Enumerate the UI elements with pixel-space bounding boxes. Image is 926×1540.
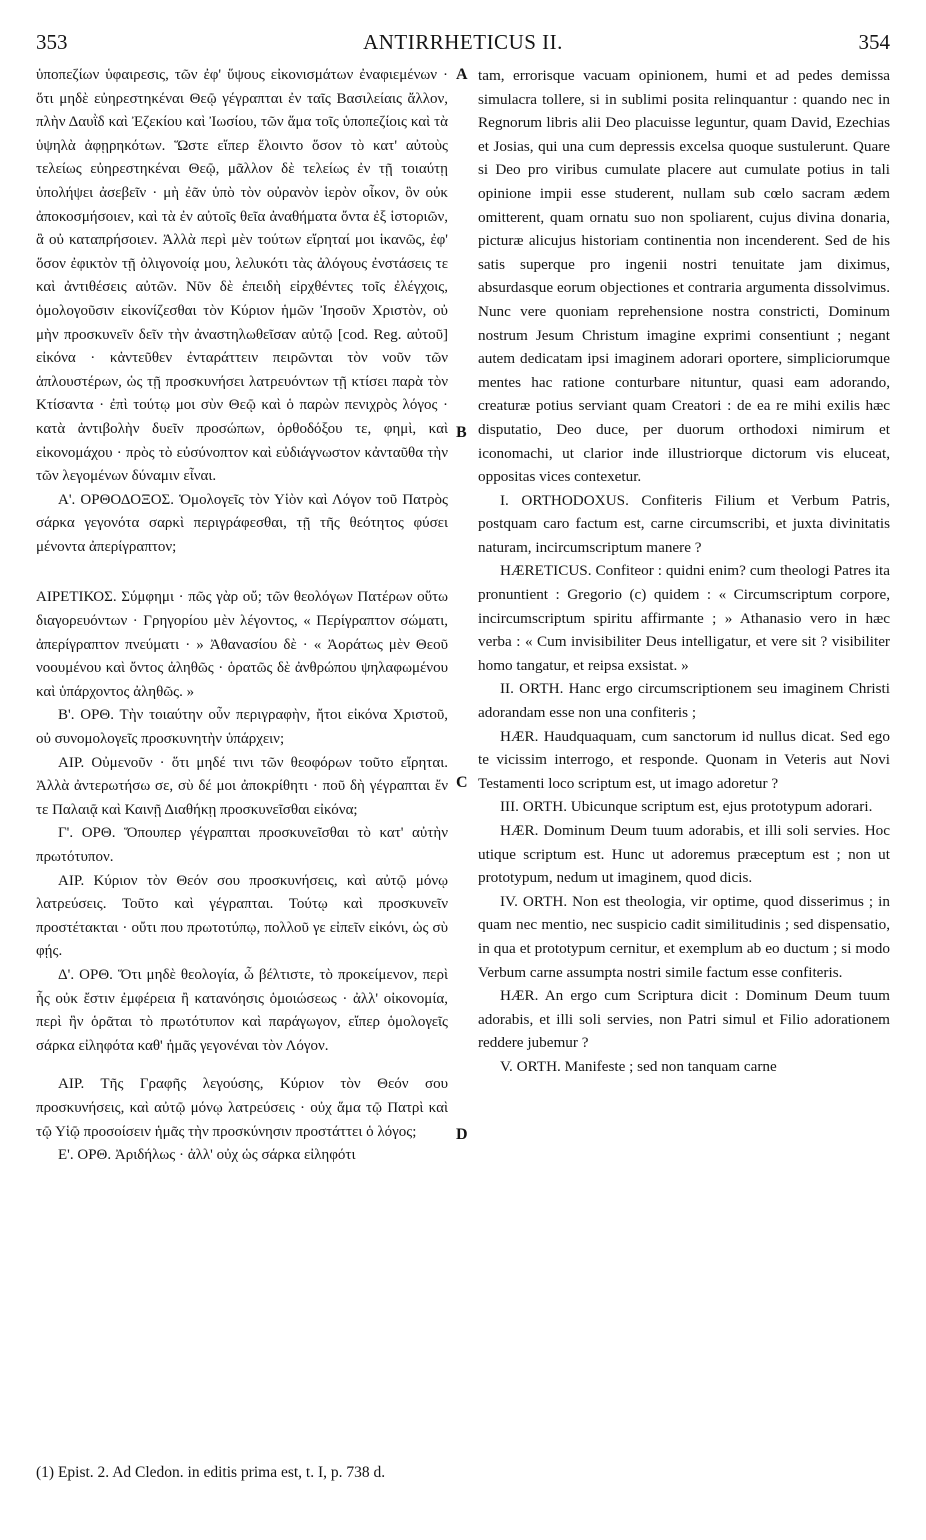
footnote: (1) Epist. 2. Ad Cledon. in editis prima est, t. I, p. 738 d. <box>36 1464 386 1481</box>
latin-paragraph: V. ORTH. Manifeste ; sed non tanquam carne <box>500 1057 777 1075</box>
latin-paragraph: III. ORTH. Ubicunque scriptum est, ejus prototypum adorari. <box>500 798 873 816</box>
greek-paragraph: Α'. ΟΡΘΟΔΟΞΟΣ. Ὁμολογεῖς τὸν Υἱὸν καὶ Λόγον τοῦ Πατρὸς σάρκα γεγονότα σαρκὶ περιγράφεσθαι, τῇ τῆς θεότητος φύσει μένοντα ἀπερίγραπτον; <box>36 491 448 555</box>
latin-column <box>478 64 890 1079</box>
margin-marker-b: B <box>456 424 467 441</box>
greek-paragraph: Β'. ΟΡΘ. Τὴν τοιαύτην οὖν περιγραφὴν, ἤτοι εἰκόνα Χριστοῦ, οὐ συνομολογεῖς προσκυνητὴν ὑπάρχειν; <box>36 707 448 748</box>
margin-marker-a: A <box>456 66 468 83</box>
greek-paragraph: ΑΙΡ. Τῆς Γραφῆς λεγούσης, Κύριον τὸν Θεόν σου προσκυνήσεις, καὶ αὐτῷ μόνῳ λατρεύσεις · οὐχ ἅμα τῷ Πατρὶ καὶ τῷ Υἱῷ προσοίσειν ἡμᾶς τὴν προσκύνησιν προστάττει ὁ λόγος; <box>36 1076 448 1140</box>
latin-paragraph: I. ORTHODOXUS. Confiteris Filium et Verbum Patris, postquam caro factum est, carne circumscribi, et juxta divinitatis naturam, incircumscriptum manere ? <box>478 491 890 556</box>
latin-paragraph: HÆR. Dominum Deum tuum adorabis, et illi soli servies. Hoc utique scriptum est. Hunc ut adoremus præceptum est ; non ut prototypum, nedum ut imaginem, quod dicis. <box>478 822 890 887</box>
latin-paragraph: IV. ORTH. Non est theologia, vir optime, quod disserimus ; in quam nec mentio, nec suspicio cadit similitudinis ; sed dispensatio, in qua et prototypum cernitur, et exemplum ab eo ductum ; si modo Verbum carne assumpta nostri simile factum esse confiteris. <box>478 892 890 981</box>
page-header <box>36 30 890 60</box>
latin-paragraph: tam, errorisque vacuam opinionem, humi et ad pedes demissa simulacra tollere, si in sublimi posita relinquantur : quando nec in Regnorum libris alii Deo placuisse leguntur, quam David, Ezechias et Josias, qui una cum depressis excelsa quoque sustulerunt. Quare si Deo pro viribus cumulate placere aut cumulate potius in tali opinione impii esse studerent, nullam sub cœlo sacram ædem omitterent, quam ornatu suo non spoliarent, cujus divina donaria, picturæ alicujus historiam continentia non incenderent. Sed de his satis superque pro ingenii nostri tenuitate jam diximus, absurdasque eorum objectiones et contraria argumenta dissolvimus. Nunc vere quoniam reprehensione nostra constricti, Dominum nostrum Jesum Christum imagine exprimi consentiunt ; negant autem dedicatam ipsi imaginem adorari oportere, simpliciorumque mentes hac ratione conturbare nituntur, quasi eam adorando, creaturæ potius serviant quam Creatori : de ea re mihi exilis hæc disputatio, Deo duce, per duorum orthodoxi nimirum et iconomachi, ut clarior inde illustriorque dictorum vis eluceat, oppositas vices contexetur. <box>478 67 890 486</box>
latin-paragraph: HÆR. Haudquaquam, cum sanctorum id nullus dicat. Sed ego te vicissim interrogo, et responde. Quonam in Veteris aut Novi Testamenti loco scriptum est, ut imago adoretur ? <box>478 727 890 792</box>
margin-marker-c: C <box>456 774 468 791</box>
latin-paragraph: HÆRETICUS. Confiteor : quidni enim? cum theologi Patres ita pronuntient : Gregorio (c) quidem : « Circumscriptum corpore, incircumscriptum spiritu affirmante ; » Athanasio vero in hæc verba : « Cum invisibiliter Deus intelligatur, et vere sit ? visibiliter homo tangatur, et reipsa exsistat. » <box>478 562 890 674</box>
greek-paragraph: ΑΙΡΕΤΙΚΟΣ. Σύμφημι · πῶς γὰρ οὔ; τῶν θεολόγων Πατέρων οὕτω διαγορευόντων · Γρηγορίου μὲν λέγοντος, « Περίγραπτον σώματι, ἀπερίγραπτον πνεύματι · » Ἀθανασίου δὲ · « Ἀοράτως μὲν Θεοῦ νοουμένου καὶ ὄντος ἀληθῶς · ὁρατῶς δὲ ἀνθρώπου ψηλαφωμένου καὶ ὑπάρχοντος ἀληθῶς. » <box>36 589 448 700</box>
greek-paragraph: Ε'. ΟΡΘ. Ἀριδήλως · ἀλλ' οὐχ ὡς σάρκα εἰληφότι <box>58 1147 356 1164</box>
latin-paragraph: II. ORTH. Hanc ergo circumscriptionem seu imaginem Christi adorandam esse non una confiteris ; <box>478 680 890 722</box>
margin-marker-d: D <box>456 1126 468 1143</box>
greek-paragraph: Γ'. ΟΡΘ. Ὅπουπερ γέγραπται προσκυνεῖσθαι τὸ κατ' αὐτὴν πρωτότυπον. <box>36 825 448 865</box>
page-number-right: 354 <box>858 30 890 54</box>
greek-paragraph: ΑΙΡ. Οὐμενοῦν · ὅτι μηδέ τινι τῶν θεοφόρων τοῦτο εἴρηται. Ἀλλὰ ἀντερωτήσω σε, σὺ δέ μοι ἀποκρίθητι · ποῦ δὴ γέγραπται ἔν τε Παλαιᾷ καὶ Καινῇ Διαθήκῃ προσκυνεῖσθαι εἰκόνα; <box>36 754 448 818</box>
page-number-left: 353 <box>36 30 68 54</box>
running-title: ANTIRRHETICUS II. <box>363 30 563 54</box>
latin-paragraph: HÆR. An ergo cum Scriptura dicit : Dominum Deum tuum adorabis, et illi soli servies, non Patri simul et Filio adorationem reddere jubemur ? <box>478 987 890 1052</box>
greek-column <box>36 64 448 1168</box>
greek-paragraph: ΑΙΡ. Κύριον τὸν Θεόν σου προσκυνήσεις, καὶ αὐτῷ μόνῳ λατρεύσεις. Τοῦτο καὶ γέγραπται. Τούτῳ καὶ προσκυνεῖν προστέτακται · οὔτι που πρωτοτύπῳ, πολλοῦ γε εἰπεῖν εἰκόνι, ὡς σὺ φῄς. <box>36 872 448 960</box>
greek-paragraph: ὑποπεζίων ὑφαιρεσις, τῶν ἐφ' ὕψους εἰκονισμάτων ἐναφιεμένων · ὅτι μηδὲ εὐηρεστηκέναι Θεῷ γέγραπται ἐν ταῖς Βασιλείαις ἄλλον, πλὴν Δαυῒδ καὶ Ἐζεκίου καὶ Ἰωσίου, τῶν ἅμα τοῖς ὑποπεζίοις καὶ τὰ ὑψηλὰ ἀφῃρηκότων. Ὥστε εἴπερ ἕλοιντο ὅσον τὸ κατ' αὐτοὺς τελείως εὐηρεστηκέναι Θεῷ, μᾶλλον δὲ τελείως ἐν τῇ τοιαύτῃ ὑπολήψει ἀσεβεῖν · μὴ ἐᾶν ὑπὸ τὸν οὐρανὸν ἱερὸν οἶκον, ὃν οὐκ ἀποκοσμήσοιεν, καὶ τὰ ἐν αὐτοῖς θεῖα ἀναθήματα ὄντα ἐξ ἱστοριῶν, ἃ οὐ καταπρήσοιεν. Ἀλλὰ περὶ μὲν τούτων εἴρηταί μοι ἱκανῶς, ἐφ' ὅσον ἐφικτὸν τῇ ὀλιγονοίᾳ μου, λελυκότι τὰς ἀλόγους ἐνστάσεις τε καὶ ἀντιθέσεις αὐτῶν. Νῦν δὲ ἐπειδὴ εἰρχθέντες τοῖς ἐλέγχοις, ὁμολογοῦσιν εἰκονίζεσθαι τὸν Κύριον ἡμῶν Ἰησοῦν Χριστὸν, οὐ μὴν προσκυνεῖν δεῖν τὴν ἀναστηλωθεῖσαν αὐτῷ [cod. Reg. αὐτοῦ] εἰκόνα · κἀντεῦθεν ἐνταράττειν πειρῶνται τὸν νοῦν τῶν ἁπλουστέρων, ὡς τῇ προσκυνήσει λατρευόντων τῇ κτίσει παρὰ τὸν Κτίσαντα · ἐπὶ τούτῳ μοι σὺν Θεῷ καὶ ὁ παρὼν πενιχρὸς λόγος · κατὰ ἀντιβολὴν δυεῖν προσώπων, ὀρθοδόξου τε, φημὶ, καὶ εἰκονομάχου · πρὸς τὸ εὐσύνοπτον καὶ εὐδιάγνωστον κἀνταῦθα τὴν τῶν λεγομένων δύναμιν εἶναι. <box>36 67 448 485</box>
greek-paragraph: Δ'. ΟΡΘ. Ὅτι μηδὲ θεολογία, ὦ βέλτιστε, τὸ προκείμενον, περὶ ἧς οὐκ ἔστιν ἐμφέρεια ἢ κατανόησις ὁμοιώσεως · ἀλλ' οἰκονομία, περὶ ἣν ὁρᾶται τὸ πρωτότυπον καὶ παράγωγον, εἴπερ ὁμολογεῖς σάρκα εἰληφότα καθ' ἡμᾶς γεγονέναι τὸν Λόγον. <box>36 966 448 1054</box>
